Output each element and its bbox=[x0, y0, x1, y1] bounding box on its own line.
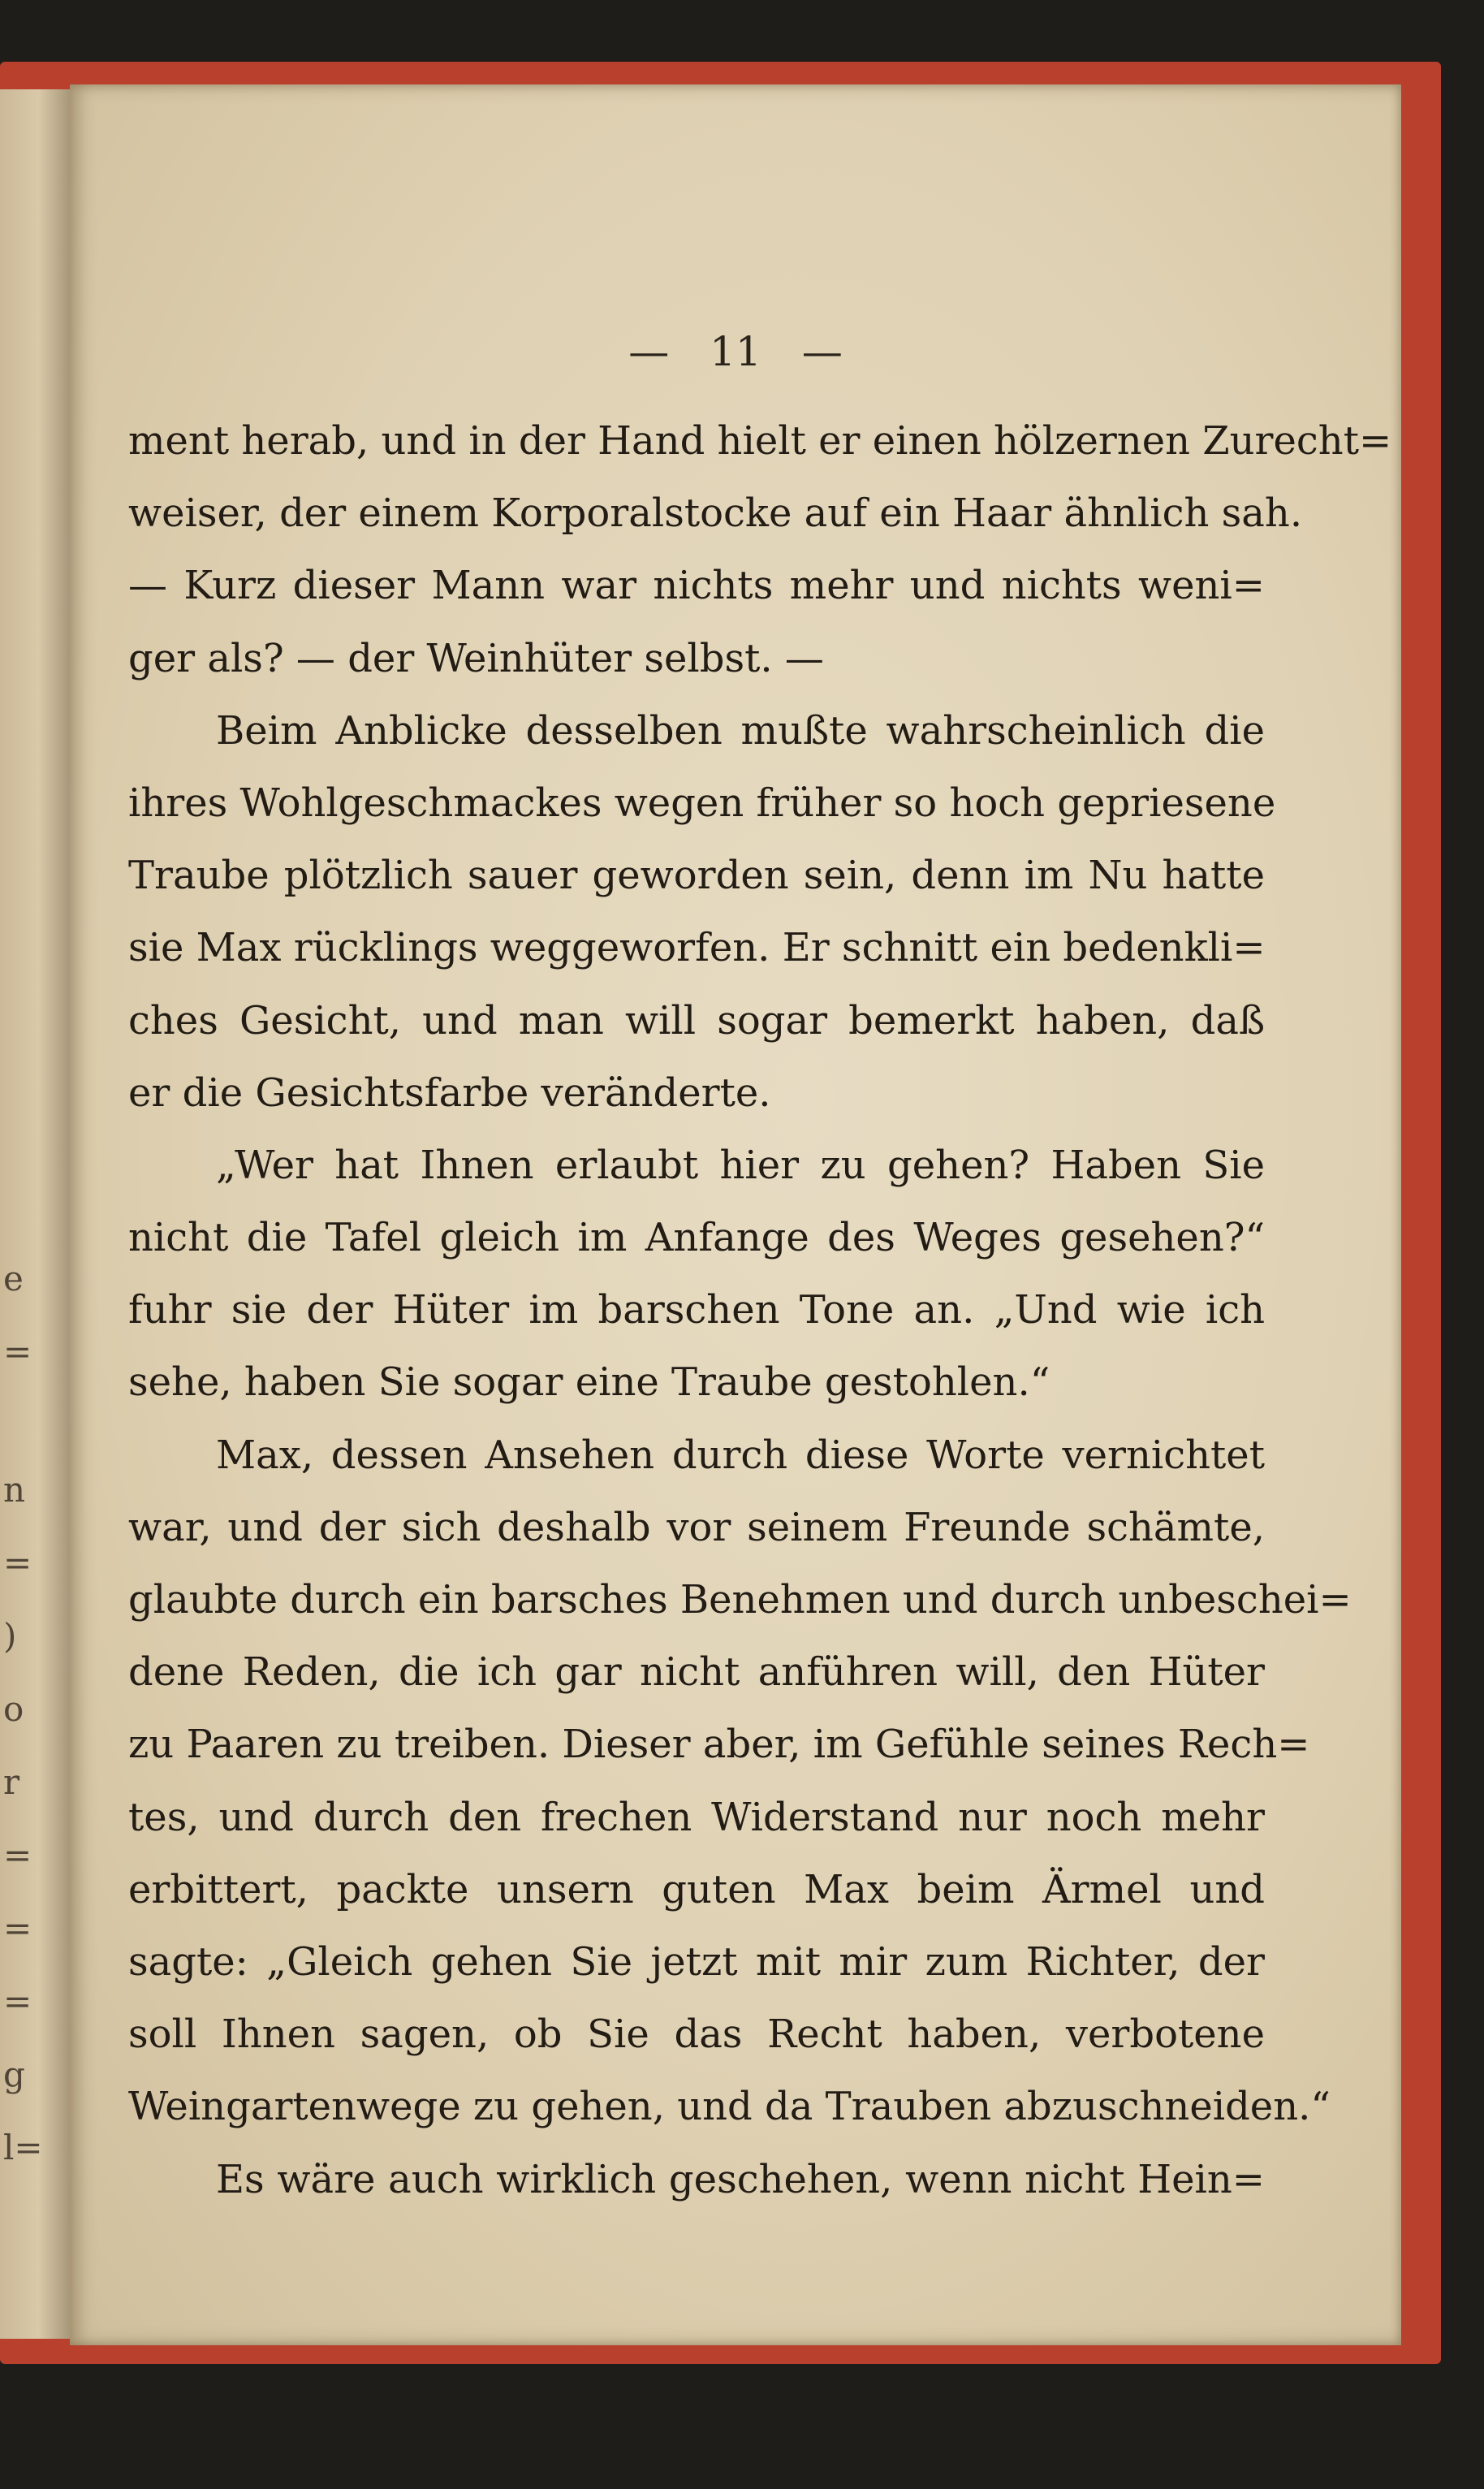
text-line: zu Paaren zu treiben. Dieser aber, im Gefühle seines Rech= bbox=[128, 1722, 1310, 1768]
text-line: sehe, haben Sie sogar eine Traube gestohlen.“ bbox=[128, 1359, 1050, 1406]
body-text bbox=[128, 405, 1392, 2216]
page-number-header: — 11 — bbox=[628, 328, 843, 375]
edge-letter: = bbox=[3, 1981, 32, 2021]
text-line: soll Ihnen sagen, ob Sie das Recht haben, verbotene bbox=[128, 2012, 1265, 2058]
text-line: sie Max rücklings weggeworfen. Er schnitt ein bedenkli= bbox=[128, 925, 1266, 971]
edge-letter: r bbox=[3, 1762, 20, 1802]
text-line: Traube plötzlich sauer geworden sein, denn im Nu hatte bbox=[128, 853, 1265, 899]
edge-letter: = bbox=[3, 1908, 32, 1948]
text-line: weiser, der einem Korporalstocke auf ein Haar ähnlich sah. bbox=[128, 490, 1303, 537]
text-line: ment herab, und in der Hand hielt er einen hölzernen Zurecht= bbox=[128, 418, 1392, 464]
text-line: — Kurz dieser Mann war nichts mehr und nichts weni= bbox=[128, 563, 1265, 609]
edge-letter: g bbox=[3, 2055, 25, 2094]
edge-letter: = bbox=[3, 1332, 32, 1372]
text-line: tes, und durch den frechen Widerstand nur noch mehr bbox=[128, 1794, 1265, 1840]
text-line: er die Gesichtsfarbe veränderte. bbox=[128, 1069, 771, 1116]
edge-letter: e bbox=[3, 1259, 24, 1299]
edge-letter: ) bbox=[3, 1616, 17, 1656]
text-line: erbittert, packte unsern guten Max beim Ärmel und bbox=[128, 1866, 1265, 1912]
text-line: ihres Wohlgeschmackes wegen früher so hoch gepriesene bbox=[128, 780, 1276, 826]
edge-letter: n bbox=[3, 1470, 26, 1510]
text-line: ger als? — der Weinhüter selbst. — bbox=[128, 635, 824, 681]
text-line: Weingartenwege zu gehen, und da Trauben abzuschneiden.“ bbox=[128, 2084, 1331, 2130]
edge-letter: = bbox=[3, 1543, 32, 1583]
text-line: sagte: „Gleich gehen Sie jetzt mit mir zum Richter, der bbox=[128, 1938, 1265, 1985]
text-line: Es wäre auch wirklich geschehen, wenn nicht Hein= bbox=[216, 2156, 1265, 2202]
text-line: dene Reden, die ich gar nicht anführen will, den Hüter bbox=[128, 1649, 1265, 1696]
text-line: „Wer hat Ihnen erlaubt hier zu gehen? Haben Sie bbox=[216, 1142, 1265, 1188]
text-line: glaubte durch ein barsches Benehmen und durch unbeschei= bbox=[128, 1577, 1352, 1623]
edge-letter: = bbox=[3, 1835, 32, 1875]
text-line: fuhr sie der Hüter im barschen Tone an. „Und wie ich bbox=[128, 1287, 1265, 1333]
text-line: war, und der sich deshalb vor seinem Freunde schämte, bbox=[128, 1504, 1265, 1550]
text-line: Beim Anblicke desselben mußte wahrscheinlich die bbox=[216, 707, 1265, 754]
page-number: 11 bbox=[710, 328, 761, 375]
text-line: nicht die Tafel gleich im Anfange des Weges gesehen?“ bbox=[128, 1215, 1265, 1261]
text-line: Max, dessen Ansehen durch diese Worte vernichtet bbox=[216, 1432, 1265, 1478]
edge-letter: l= bbox=[3, 2128, 43, 2167]
previous-page-edge bbox=[0, 89, 70, 2339]
text-line: ches Gesicht, und man will sogar bemerkt haben, daß bbox=[128, 997, 1265, 1044]
book-page bbox=[70, 84, 1401, 2345]
edge-letter: o bbox=[3, 1689, 24, 1729]
